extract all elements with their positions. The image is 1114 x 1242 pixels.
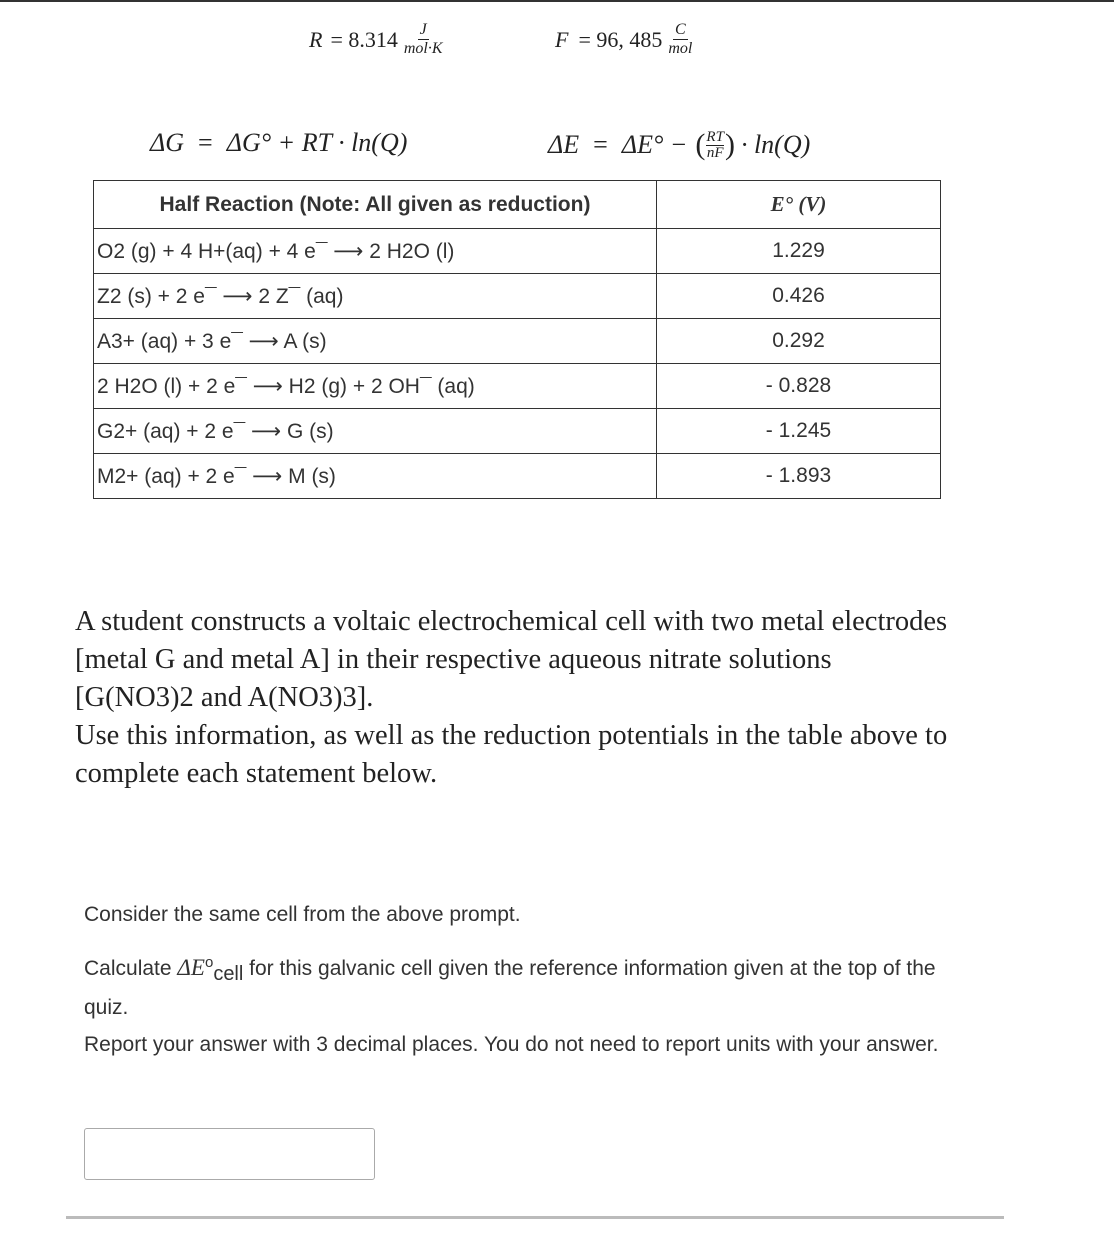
r-unit — [404, 22, 443, 57]
nernst-lhs: ΔE — [548, 130, 580, 159]
nernst-equation — [548, 128, 810, 162]
nernst-term-b: · ln(Q) — [740, 130, 811, 159]
table-row — [94, 274, 941, 319]
answer-input[interactable] — [84, 1128, 375, 1180]
table-row — [94, 454, 941, 499]
nernst-fraction-numerator: RT — [706, 128, 724, 145]
reduction-potential-table — [93, 180, 941, 499]
prompt-line: A student constructs a voltaic electrochemical cell with two metal electrodes — [75, 606, 948, 637]
gibbs-equation — [150, 128, 407, 158]
prompt-line: [G(NO3)2 and A(NO3)3]. — [75, 682, 374, 713]
reaction-cell: O2 (g) + 4 H+(aq) + 4 e¯ ⟶ 2 H2O (l) — [94, 229, 657, 274]
gibbs-rhs: ΔG° + RT · ln(Q) — [226, 128, 408, 157]
nernst-term-a: ΔE° − — [621, 130, 688, 159]
question-calculate — [84, 946, 984, 1024]
r-value: = 8.314 — [330, 26, 398, 52]
question-intro: Consider the same cell from the above prompt. — [84, 903, 521, 926]
question-instructions: Report your answer with 3 decimal places. You do not need to report units with your answer. — [84, 1033, 939, 1056]
potential-cell: - 0.828 — [657, 364, 941, 409]
faraday-constant — [555, 22, 692, 57]
reaction-cell: G2+ (aq) + 2 e¯ ⟶ G (s) — [94, 409, 657, 454]
nernst-fraction — [706, 130, 724, 161]
reaction-cell: 2 H2O (l) + 2 e¯ ⟶ H2 (g) + 2 OH¯ (aq) — [94, 364, 657, 409]
table-row — [94, 319, 941, 364]
f-value: = 96, 485 — [578, 26, 663, 52]
potential-cell: - 1.893 — [657, 454, 941, 499]
table-row — [94, 409, 941, 454]
header-half-reaction: Half Reaction (Note: All given as reduction) — [94, 181, 657, 229]
f-symbol: F — [555, 26, 569, 52]
potential-cell: 0.292 — [657, 319, 941, 364]
reaction-cell: A3+ (aq) + 3 e¯ ⟶ A (s) — [94, 319, 657, 364]
reaction-cell: Z2 (s) + 2 e¯ ⟶ 2 Z¯ (aq) — [94, 274, 657, 319]
reaction-cell: M2+ (aq) + 2 e¯ ⟶ M (s) — [94, 454, 657, 499]
r-symbol: R — [309, 26, 323, 52]
potential-cell: 1.229 — [657, 229, 941, 274]
potential-cell: 0.426 — [657, 274, 941, 319]
gibbs-lhs: ΔG — [150, 128, 185, 157]
nernst-fraction-denominator: nF — [706, 144, 724, 161]
bottom-divider — [66, 1216, 1004, 1219]
f-unit-numerator: C — [675, 21, 686, 38]
header-potential: E° (V) — [657, 181, 941, 229]
gas-constant — [309, 22, 443, 57]
prompt-line: Use this information, as well as the reduction potentials in the table above to — [75, 720, 948, 751]
f-unit-denominator: mol — [668, 40, 693, 57]
right-paren: ) — [724, 128, 735, 161]
top-rule — [0, 0, 1114, 2]
table-row — [94, 364, 941, 409]
calc-suffix: for this galvanic cell given the reference information given at the top of the quiz. — [84, 957, 936, 1020]
prompt-line: [metal G and metal A] in their respective aqueous nitrate solutions — [75, 644, 832, 675]
table-header-row — [94, 181, 941, 229]
f-unit — [668, 22, 692, 57]
delta-e-symbol: ΔE — [177, 955, 205, 980]
prompt-line: complete each statement below. — [75, 758, 438, 789]
table-row — [94, 229, 941, 274]
gibbs-equals: = — [198, 128, 213, 157]
cell-subscript: cell — [213, 963, 244, 986]
problem-prompt — [75, 603, 1065, 793]
left-paren: ( — [695, 128, 706, 161]
nernst-equals: = — [593, 130, 608, 159]
calc-prefix: Calculate — [84, 957, 172, 980]
r-unit-numerator: J — [419, 21, 427, 38]
potential-cell: - 1.245 — [657, 409, 941, 454]
r-unit-denominator: mol·K — [403, 40, 443, 57]
standard-state-sup: o — [204, 954, 214, 971]
